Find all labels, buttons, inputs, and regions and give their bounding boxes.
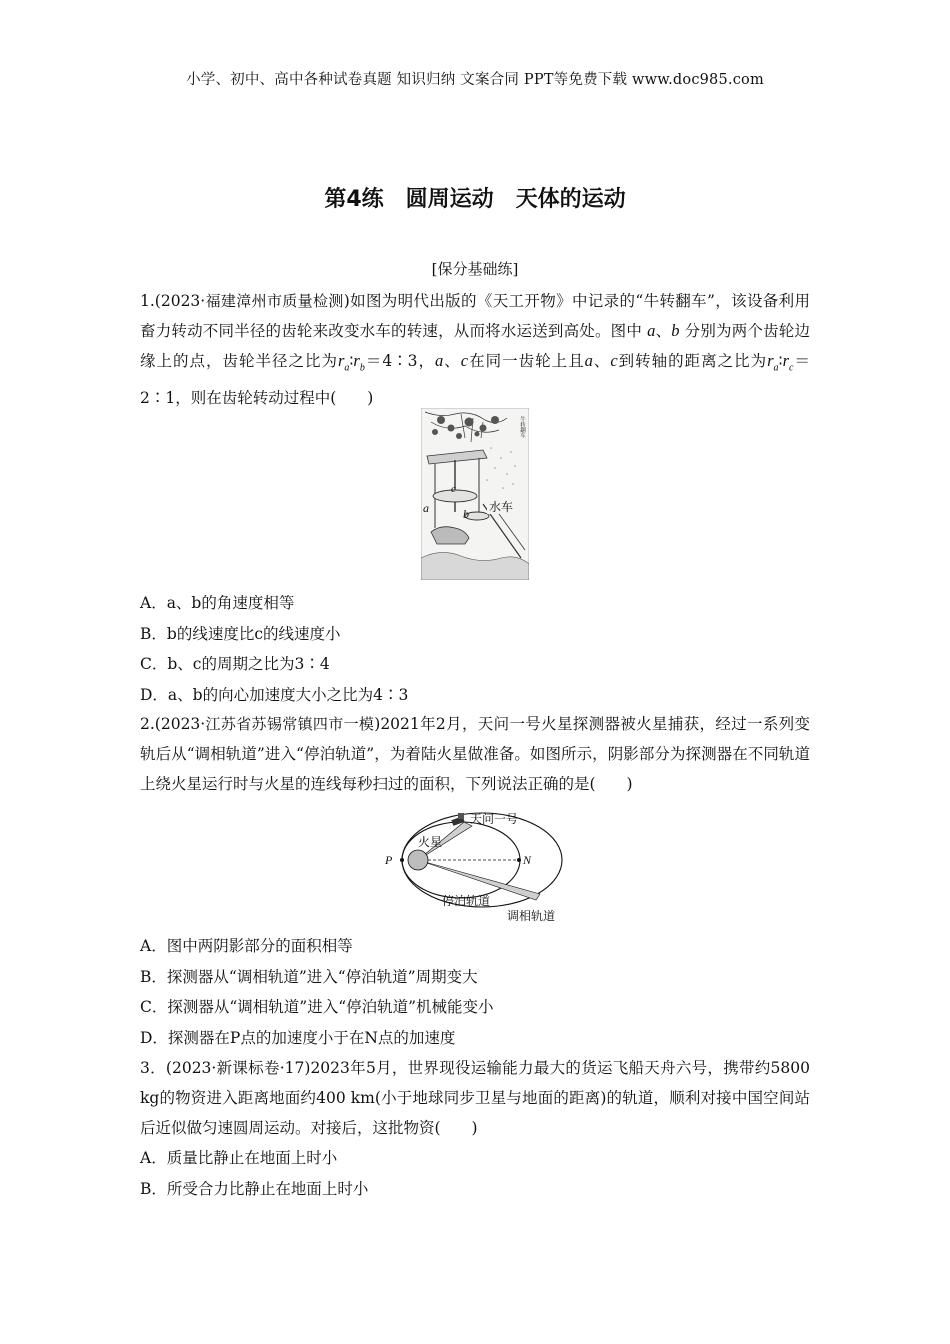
label-p: P [385,853,393,867]
corner-title: 牛转翻车 [519,416,525,438]
option-b[interactable]: B．b的线速度比c的线速度小 [140,624,341,643]
page-header: 小学、初中、高中各种试卷真题 知识归纳 文案合同 PPT等免费下载 www.doc985.com [186,72,764,88]
option-b[interactable]: B．探测器从“调相轨道”进入“停泊轨道”周期变大 [140,967,478,986]
question-1-stem: 1.(2023·福建漳州市质量检测)如图为明代出版的《天工开物》中记录的“牛转翻车”，该设备利用畜力转动不同半径的齿轮来改变水车的转速，从而将水运送到高处。图中 a、b 分别为两个齿轮边缘上的点，齿轮半径之比为$r_a∶r_b=4∶3$，a、c在同一齿轮上且a、c到转轴的距离之比为$r_a∶r_c=2∶1$，则在齿轮转动过程中( ) [140,292,810,408]
ratio-text: ＝2∶1 [140,352,810,408]
question-2 [140,709,810,799]
label-b: b [463,507,469,521]
question-text: 2023年5月，世界现役运输能力最大的货运飞船天舟六号，携带约5800 kg的物资进入距离地面约400 km(小于地球同步卫星与地面的距离)的轨道，顺利对接中国空间站后近似做匀速圆周运动。对接后，这批物资( ) [140,1059,810,1137]
mars-body [408,850,428,870]
source-prefix: (2023· [154,292,206,310]
var-c: c [460,351,469,370]
question-source: 江苏省苏锡常镇四市一模 [205,715,375,733]
question-text: 分别为两个齿轮边缘上的点，齿轮半径之比为 [140,322,810,370]
label-water-wheel: 水车 [489,500,514,514]
mars-orbit-diagram [382,808,572,924]
option-d[interactable]: D．a、b的向心加速度大小之比为4∶3 [140,685,409,704]
question-3-stem [140,1053,810,1143]
var-a: a [584,351,593,370]
question-1 [140,286,810,413]
source-suffix: ) [343,292,350,310]
label-c: c [451,483,456,495]
question-source: (2023·新课标卷·17) [165,1059,311,1077]
var-a: a [647,321,656,340]
page-title: 第4练 圆周运动 天体的运动 [324,187,626,212]
question-3 [140,1053,810,1204]
var-b: b [671,321,680,340]
question-1-options [140,588,810,710]
var-r: $r_a$ [767,351,779,374]
source-prefix: (2023· [154,715,206,733]
question-source: 福建漳州市质量检测 [205,292,344,310]
question-2-stem [140,709,810,799]
var-r: $r_c$ [782,351,794,374]
question-text: ，则在齿轮转动过程中( ) [175,389,374,408]
question-text: 到转轴的距离之比为 [617,352,768,370]
option-c[interactable]: C．b、c的周期之比为3∶4 [140,655,330,673]
ratio-text: ＝4∶3， [364,352,436,370]
label-probe: 天问一号 [470,812,519,826]
option-c[interactable]: C．探测器从“调相轨道”进入“停泊轨道”机械能变小 [140,998,494,1016]
question-text: 如图为明代出版的《天工开物》中记录的“牛转翻车”，该设备利用畜力转动不同半径的齿轮来改变水车的转速，从而将水运送到高处。图中 [140,292,810,340]
var-r: $r_a$ [337,351,350,374]
section-label: [保分基础练] [431,260,519,278]
label-phasing-orbit: 调相轨道 [507,909,556,923]
option-b[interactable]: B．所受合力比静止在地面上时小 [140,1179,369,1198]
ox-water-wheel-illustration [421,408,529,580]
var-c: c [610,351,618,370]
option-d[interactable]: D．探测器在P点的加速度小于在N点的加速度 [140,1028,456,1047]
option-a[interactable]: A．质量比静止在地面上时小 [140,1149,338,1167]
question-number: 1. [140,292,155,310]
label-mars: 火星 [418,835,443,849]
var-r: $r_b$ [353,351,365,374]
question-2-options [140,931,810,1053]
question-text: 2021年2月，天问一号火星探测器被火星捕获，经过一系列变轨后从“调相轨道”进入“停泊轨道”，为着陆火星做准备。如图所示，阴影部分为探测器在不同轨道上绕火星运行时与火星的连线每秒扫过的面积，下列说法正确的是( ) [140,715,810,793]
label-a: a [423,501,429,515]
var-a: a [435,351,444,370]
label-parking-orbit: 停泊轨道 [442,894,491,908]
option-a[interactable]: A．图中两阴影部分的面积相等 [140,937,353,955]
question-number: 3． [140,1059,166,1077]
question-text: 在同一齿轮上且 [468,352,585,370]
label-n: N [523,853,532,867]
option-a[interactable]: A．a、b的角速度相等 [140,594,295,612]
source-suffix: ) [374,715,381,733]
question-number: 2. [140,715,155,733]
